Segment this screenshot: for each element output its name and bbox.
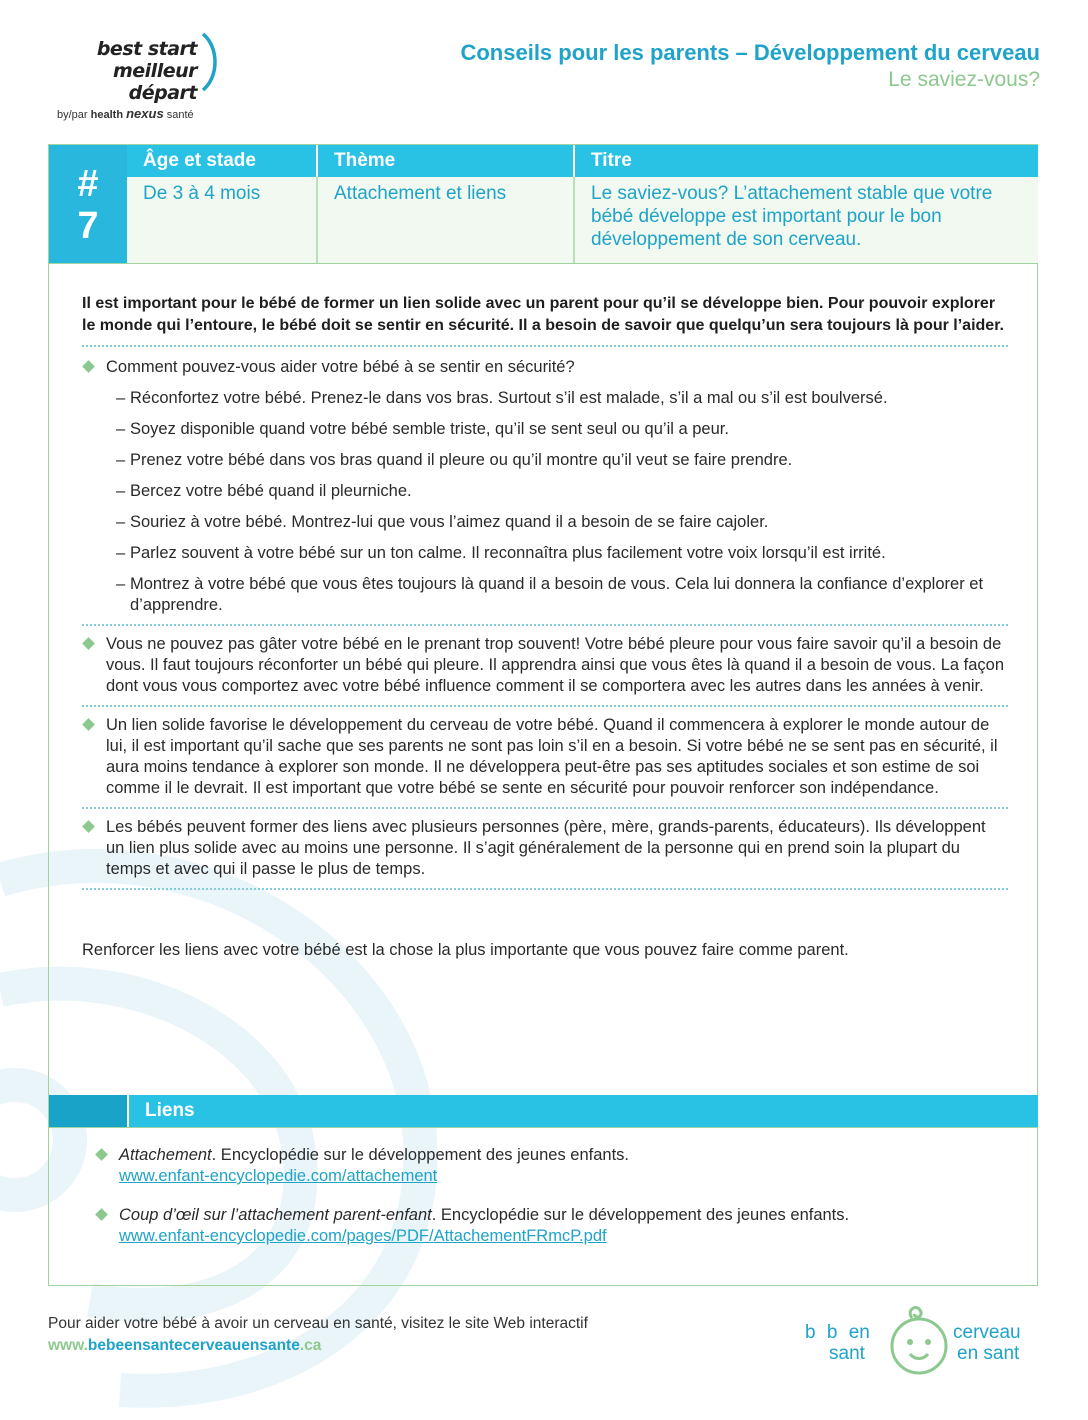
logo-by-text: by/par (57, 109, 88, 121)
link-url[interactable]: www.enfant-encyclopedie.com/attachement (119, 1167, 438, 1185)
paragraph-bullet: Les bébés peuvent former des liens avec plusieurs personnes (père, mère, grands-parents, éducateurs). Ils développent un lien plus solide avec au moins une personne. Il s’agit généralement de la personne qui en prend soin la plupart du temps et avec qui il passe le plus de temps. (82, 817, 1008, 880)
brand-text-right-2: en sant (957, 1343, 1020, 1364)
link-description: . Encyclopédie sur le développement des jeunes enfants. (211, 1146, 629, 1164)
tip-item: – Souriez à votre bébé. Montrez-lui que vous l’aimez quand il a besoin de se faire cajoler. (116, 513, 769, 531)
tip-number: 7 (77, 205, 99, 247)
column-header-title: Titre (591, 150, 632, 171)
tip-item: – Soyez disponible quand votre bébé semble triste, qu’il se sent seul ou qu’il a peur. (116, 420, 729, 438)
diamond-bullet-icon (82, 820, 95, 833)
dotted-divider (82, 624, 1008, 626)
logo-byline (57, 106, 194, 121)
liens-heading: Liens (127, 1095, 1038, 1127)
paragraph-bullet: Un lien solide favorise le développement du cerveau de votre bébé. Quand il commencera à explorer le monde autour de lui, il est important qu’il sache que ses parents ne sont pas loin s’il en a besoin. Si votre bébé ne se sent pas en sécurité, il aura moins tendance à explorer son monde. Il ne développera peut-être pas ses aptitudes sociales et son estime de soi comme il le devrait. Il est important que votre bébé se sente en sécurité pour pouvoir renforcer son indépendance. (82, 715, 1008, 799)
column-header-age: Âge et stade (127, 145, 318, 177)
dotted-divider (82, 345, 1008, 347)
brand-text-right-1: cerveau (953, 1322, 1021, 1343)
dotted-divider (82, 705, 1008, 707)
healthy-baby-brain-logo (800, 1300, 1040, 1380)
question-bullet (82, 357, 1008, 616)
tip-number-badge (49, 145, 127, 263)
diamond-bullet-icon (82, 360, 95, 373)
liens-badge (49, 1095, 127, 1127)
column-header-theme: Thème (318, 145, 575, 177)
diamond-bullet-icon (82, 718, 95, 731)
tip-item: – Réconfortez votre bébé. Prenez-le dans vos bras. Surtout s’il est malade, s’il a mal ou s’il est boulversé. (116, 389, 888, 407)
divider (49, 1127, 1037, 1128)
footer-text: Pour aider votre bébé à avoir un cerveau en santé, visitez le site Web interactif (48, 1315, 588, 1332)
paragraph-bullet: Vous ne pouvez pas gâter votre bébé en le prenant trop souvent! Votre bébé pleure pour vous faire savoir qu’il a besoin de vous. Il faut toujours réconforter un bébé qui pleure. Il apprendra ainsi que vous êtes là quand il a besoin de vous. La façon dont vous vous comportez avec votre bébé influence comment il se comportera avec les autres dans les années à venir. (82, 634, 1008, 697)
diamond-bullet-icon (95, 1148, 108, 1161)
question-text: Comment pouvez-vous aider votre bébé à se sentir en sécurité? (106, 358, 575, 376)
link-description: . Encyclopédie sur le développement des jeunes enfants. (431, 1206, 850, 1224)
page-subtitle: Le saviez-vous? (888, 68, 1040, 91)
cell-age: De 3 à 4 mois (127, 177, 318, 263)
page-title: Conseils pour les parents – Développement du cerveau (460, 40, 1040, 65)
logo-sante-text: santé (166, 109, 194, 121)
logo-text-french: meilleur départ (112, 60, 197, 104)
logo-nexus-text: nexus (126, 106, 164, 121)
tip-item: – Parlez souvent à votre bébé sur un ton calme. Il reconnaîtra plus facilement votre voix lorsqu’il est irrité. (116, 544, 886, 562)
smiley-face-icon (888, 1302, 950, 1378)
link-url[interactable]: www.enfant-encyclopedie.com/pages/PDF/AttachementFRmcP.pdf (119, 1227, 607, 1245)
table-data-row (127, 177, 1038, 263)
brand-text-left-2: sant (829, 1343, 865, 1364)
closing-paragraph: Renforcer les liens avec votre bébé est la chose la plus importante que vous pouvez faire comme parent. (82, 941, 849, 959)
logo-parenthesis-icon (199, 32, 221, 92)
tip-sheet-card (48, 144, 1038, 1286)
links-list (95, 1145, 995, 1265)
main-content (82, 293, 1008, 978)
table-header-row (127, 145, 1038, 177)
link-item (95, 1205, 995, 1247)
logo-text-english: best start (96, 38, 197, 60)
dotted-divider (82, 807, 1008, 809)
footer-url[interactable]: www.bebeensantecerveauensante.ca (48, 1337, 322, 1354)
brand-text-left-1: b b en (805, 1322, 870, 1343)
divider (49, 263, 1037, 264)
cell-theme: Attachement et liens (318, 177, 575, 263)
logo-health-text: health (90, 109, 124, 121)
intro-paragraph: Il est important pour le bébé de former un lien solide avec un parent pour qu’il se développe bien. Pour pouvoir explorer le monde qui l’entoure, le bébé doit se sentir en sécurité. Il a besoin de savoir que quelqu’un sera toujours là pour l’aider. (82, 295, 1004, 334)
diamond-bullet-icon (95, 1208, 108, 1221)
tip-number-hash: # (77, 163, 99, 205)
best-start-logo (57, 38, 197, 121)
link-item (95, 1145, 995, 1187)
diamond-bullet-icon (82, 637, 95, 650)
tip-item: – Prenez votre bébé dans vos bras quand il pleure ou qu’il montre qu’il veut se faire prendre. (116, 451, 793, 469)
link-title: Coup d’œil sur l’attachement parent-enfant (119, 1206, 432, 1224)
link-title: Attachement (119, 1146, 212, 1164)
tip-item: – Montrez à votre bébé que vous êtes toujours là quand il a besoin de vous. Cela lui donnera la confiance d’explorer et d’apprendre. (116, 575, 984, 614)
cell-title: Le saviez-vous? L’attachement stable que votre bébé développe est important pour le bon développement de son cerveau. (591, 183, 993, 250)
dotted-divider (82, 888, 1008, 890)
tip-item: – Bercez votre bébé quand il pleurniche. (116, 482, 412, 500)
